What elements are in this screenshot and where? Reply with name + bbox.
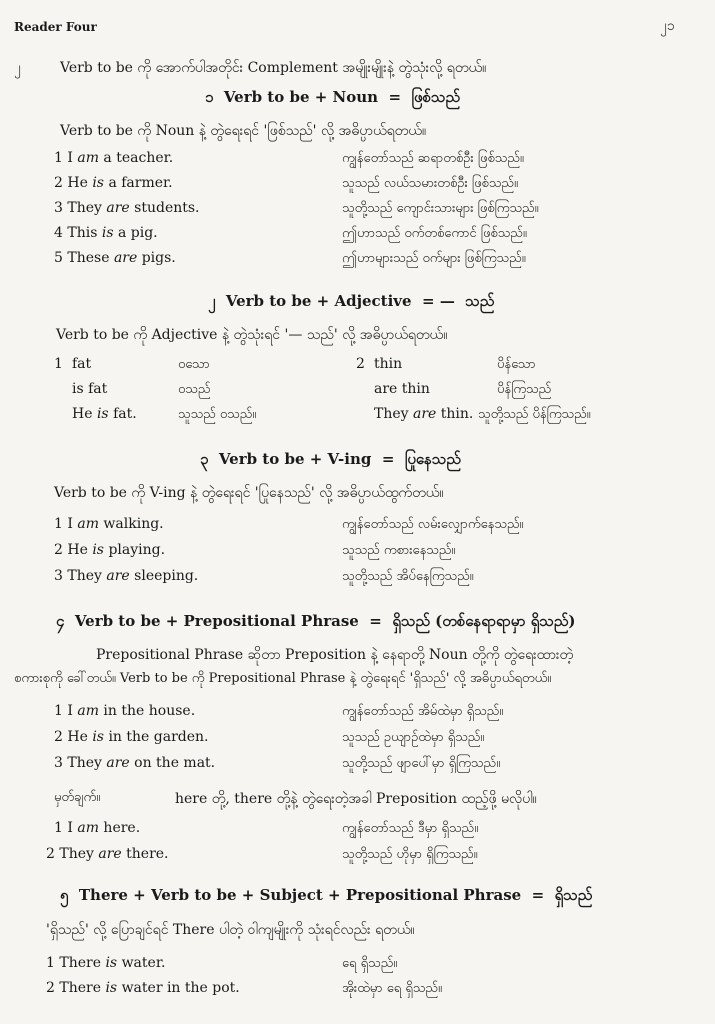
example-row: 2 He is a farmer. <box>54 175 173 191</box>
section-3-result: ပြုနေသည် <box>404 450 461 468</box>
example-row: 1 I am a teacher. <box>54 150 174 166</box>
section-4-eq: = <box>369 612 382 630</box>
section-4-result: ရှိသည် (တစ်နေရာရာမှာ ရှိသည်) <box>392 612 576 630</box>
adj-word: thin <box>374 356 403 372</box>
adj-translation: ပိန်သော <box>497 357 536 372</box>
example-translation: ဤဟာသည် ဝက်တစ်ကောင် ဖြစ်သည်။ <box>342 226 527 241</box>
example-row: 2 There is water in the pot. <box>46 980 240 996</box>
running-title: Reader Four <box>14 20 97 34</box>
section-2-eq: = — <box>422 292 455 310</box>
section-1-result: ဖြစ်သည် <box>411 88 461 106</box>
adj-sentence: They are thin. <box>374 406 474 422</box>
intro-text: Verb to be ကို အောက်ပါအတိုင်း Complement အမျိုးမျိုးနဲ့ တွဲသုံးလို့ ရတယ်။ <box>60 60 487 76</box>
section-3-title: Verb to be + V-ing <box>218 450 372 468</box>
example-row: 3 They are sleeping. <box>54 568 199 584</box>
adj-translation: ပိန်ကြသည် <box>497 382 552 397</box>
adj-number: 2 <box>356 356 365 372</box>
example-translation: ရေ ရှိသည်။ <box>342 956 398 971</box>
adj-translation: ဝသော <box>178 357 210 372</box>
section-2-number: ၂ <box>208 292 216 310</box>
section-4-number: ၄ <box>56 612 65 630</box>
example-row: 3 They are students. <box>54 200 200 216</box>
section-3-heading <box>200 450 461 472</box>
adj-sentence: He is fat. <box>72 406 137 422</box>
section-4-note-line-1: Prepositional Phrase ဆိုတာ Preposition နဲ့ နေရာတို့ Noun တို့ကို တွဲရေးထားတဲ့ <box>96 647 574 663</box>
adj-word: is fat <box>72 381 108 397</box>
example-translation: ကျွန်တော်သည် ဆရာတစ်ဦး ဖြစ်သည်။ <box>342 151 524 166</box>
example-row: 1 There is water. <box>46 955 166 971</box>
page-number: ၂၁ <box>660 18 675 34</box>
section-2-title: Verb to be + Adjective <box>225 292 412 310</box>
section-2-note: Verb to be ကို Adjective နဲ့ တွဲသုံးရင် '— သည်' လို့ အဓိပ္ပာယ်ရတယ်။ <box>56 327 448 343</box>
example-translation: သူသည် ကစားနေသည်။ <box>342 543 456 558</box>
example-row: 3 They are on the mat. <box>54 755 216 771</box>
adj-number: 1 <box>54 356 63 372</box>
section-1-title: Verb to be + Noun <box>223 88 379 106</box>
remark-label: မှတ်ချက်။ <box>54 790 101 805</box>
section-4-note-line-2: စကားစုကို ခေါ်တယ်။ Verb to be ကို Prepositional Phrase နဲ့ တွဲရေးရင် 'ရှိသည်' လို့ အဓိပ္ပာယ်ရတယ်။ <box>14 671 552 686</box>
section-1-eq: = <box>388 88 402 106</box>
adj-translation: ဝသည် <box>178 382 211 397</box>
example-translation: သူတို့သည် ဟိုမှာ ရှိကြသည်။ <box>342 847 478 862</box>
section-2-result: သည် <box>465 292 495 310</box>
section-3-number: ၃ <box>200 450 209 468</box>
section-1-note: Verb to be ကို Noun နဲ့ တွဲရေးရင် 'ဖြစ်သည်' လို့ အဓိပ္ပာယ်ရတယ်။ <box>60 123 427 139</box>
example-row: 4 This is a pig. <box>54 225 158 241</box>
example-translation: သူသည် ဥယျာဉ်ထဲမှာ ရှိသည်။ <box>342 730 485 745</box>
adj-translation: သူသည် ဝသည်။ <box>178 407 257 422</box>
example-translation: ကျွန်တော်သည် အိမ်ထဲမှာ ရှိသည်။ <box>342 704 504 719</box>
section-5-heading <box>60 886 592 908</box>
section-1-number: ၁ <box>205 88 214 106</box>
section-4-heading <box>56 612 575 634</box>
section-5-result: ရှိသည် <box>554 886 593 904</box>
example-translation: သူတို့သည် ဖျာပေါ်မှာ ရှိကြသည်။ <box>342 756 501 771</box>
section-4-title: Verb to be + Prepositional Phrase <box>74 612 359 630</box>
example-row: 2 He is playing. <box>54 542 166 558</box>
remark-text: here တို့, there တို့နဲ့ တွဲရေးတဲ့အခါ Preposition ထည့်ဖို့ မလိုပါ။ <box>175 791 537 807</box>
section-5-number: ၅ <box>60 886 69 904</box>
example-translation: ကျွန်တော်သည် လမ်းလျှောက်နေသည်။ <box>342 517 524 532</box>
example-row: 5 These are pigs. <box>54 250 176 266</box>
example-translation: သူသည် လယ်သမားတစ်ဦး ဖြစ်သည်။ <box>342 176 518 191</box>
example-translation: ဤဟာများသည် ဝက်များ ဖြစ်ကြသည်။ <box>342 251 526 266</box>
example-translation: အိုးထဲမှာ ရေ ရှိသည်။ <box>342 981 442 996</box>
section-1-heading <box>205 88 460 110</box>
section-2-heading <box>208 292 494 314</box>
intro-number: ၂ <box>14 60 21 76</box>
section-5-title: There + Verb to be + Subject + Prepositional Phrase <box>78 886 522 904</box>
section-3-eq: = <box>381 450 395 468</box>
section-5-note: 'ရှိသည်' လို့ ပြောချင်ရင် There ပါတဲ့ ဝါကျမျိုးကို သုံးရင်လည်း ရတယ်။ <box>46 922 415 938</box>
example-row: 1 I am here. <box>54 820 141 836</box>
adj-word: fat <box>72 356 92 372</box>
section-3-note: Verb to be ကို V-ing နဲ့ တွဲရေးရင် 'ပြုနေသည်' လို့ အဓိပ္ပာယ်ထွက်တယ်။ <box>54 485 444 501</box>
example-row: 2 He is in the garden. <box>54 729 209 745</box>
example-row: 1 I am walking. <box>54 516 164 532</box>
example-row: 1 I am in the house. <box>54 703 196 719</box>
example-row: 2 They are there. <box>46 846 169 862</box>
adj-word: are thin <box>374 381 430 397</box>
section-5-eq: = <box>531 886 545 904</box>
example-translation: ကျွန်တော်သည် ဒီမှာ ရှိသည်။ <box>342 821 479 836</box>
adj-translation: သူတို့သည် ပိန်ကြသည်။ <box>478 407 591 422</box>
example-translation: သူတို့သည် အိပ်နေကြသည်။ <box>342 569 474 584</box>
example-translation: သူတို့သည် ကျောင်းသားများ ဖြစ်ကြသည်။ <box>342 201 539 216</box>
